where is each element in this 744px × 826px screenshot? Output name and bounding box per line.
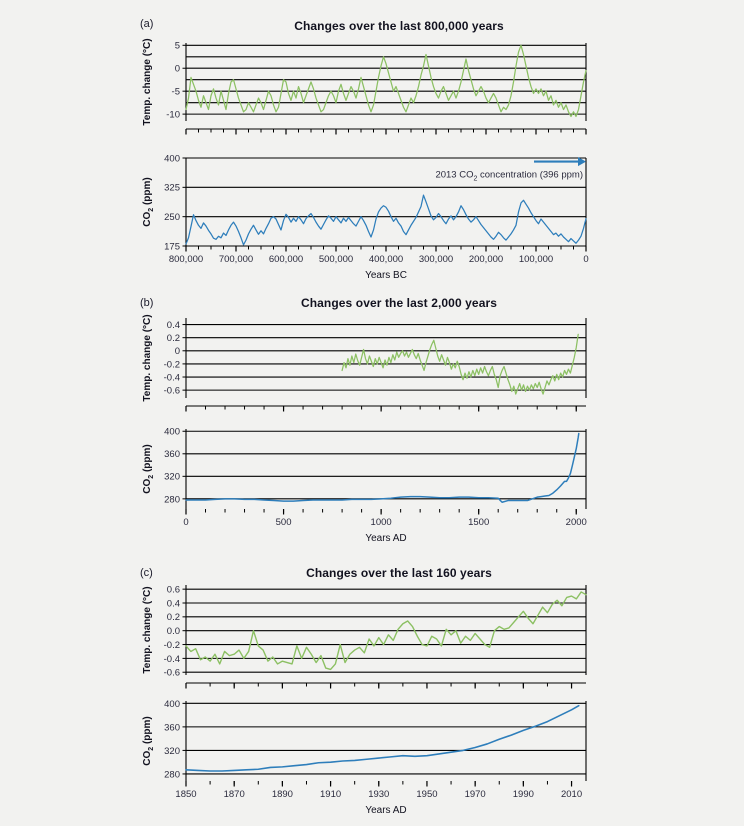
x-axis-title: Years AD bbox=[365, 533, 407, 544]
x-tick-label: 1970 bbox=[464, 789, 486, 800]
y-tick-label: -10 bbox=[166, 109, 180, 121]
x-tick-label: 800,000 bbox=[168, 254, 204, 265]
y-tick-label: 0.2 bbox=[166, 612, 180, 624]
y-axis-title: $CO_2$ (ppm) bbox=[142, 444, 155, 494]
x-tick-label: 1910 bbox=[320, 789, 342, 800]
x-tick-label: 500,000 bbox=[318, 254, 354, 265]
y-tick-label: 400 bbox=[164, 698, 180, 710]
y-tick-label: 320 bbox=[164, 471, 180, 483]
y-tick-label: 400 bbox=[164, 426, 180, 438]
x-tick-label: 1000 bbox=[370, 517, 392, 528]
x-tick-label: 1890 bbox=[271, 789, 293, 800]
panel-c-title: Changes over the last 160 years bbox=[306, 566, 492, 580]
y-tick-label: 400 bbox=[164, 153, 180, 165]
x-tick-label: 1950 bbox=[416, 789, 438, 800]
x-tick-label: 700,000 bbox=[218, 254, 254, 265]
x-tick-label: 500 bbox=[275, 517, 292, 528]
x-tick-label: 2010 bbox=[560, 789, 583, 800]
y-axis-title: Temp. change (°C) bbox=[142, 314, 153, 402]
y-tick-label: 280 bbox=[164, 494, 180, 506]
x-tick-label: 1500 bbox=[468, 517, 490, 528]
x-tick-label: 1990 bbox=[512, 789, 534, 800]
y-tick-label: -0.2 bbox=[163, 639, 180, 651]
y-tick-label: 0.6 bbox=[166, 584, 180, 596]
x-tick-label: 1850 bbox=[175, 789, 197, 800]
y-tick-label: 0.4 bbox=[166, 319, 180, 331]
y-tick-label: -0.2 bbox=[163, 359, 180, 371]
x-tick-label: 400,000 bbox=[368, 254, 404, 265]
panel-a-letter: (a) bbox=[140, 18, 154, 30]
y-axis-title: Temp. change (°C) bbox=[142, 38, 153, 126]
panel-a-chart bbox=[0, 0, 744, 285]
panel-c-chart bbox=[0, 553, 744, 826]
y-tick-label: 0.4 bbox=[166, 598, 180, 610]
panel-b-letter: (b) bbox=[140, 297, 154, 309]
panel-c bbox=[0, 553, 744, 826]
y-tick-label: -0.4 bbox=[163, 372, 180, 384]
y-tick-label: -5 bbox=[171, 86, 180, 98]
x-tick-label: 2000 bbox=[565, 517, 587, 528]
y-tick-label: -0.6 bbox=[163, 385, 180, 397]
y-tick-label: 0.0 bbox=[166, 626, 180, 638]
co2-2013-annotation: 2013 $CO_2$ concentration (396 ppm) bbox=[435, 169, 583, 183]
y-tick-label: 175 bbox=[164, 241, 180, 253]
y-tick-label: 360 bbox=[164, 449, 180, 461]
x-tick-label: 0 bbox=[583, 254, 589, 265]
x-tick-label: 0 bbox=[183, 517, 189, 528]
x-tick-label: 300,000 bbox=[418, 254, 454, 265]
y-tick-label: 0 bbox=[174, 63, 180, 75]
panel-b-chart bbox=[0, 283, 744, 553]
x-tick-label: 600,000 bbox=[268, 254, 304, 265]
y-tick-label: 320 bbox=[164, 745, 180, 757]
y-tick-label: 325 bbox=[164, 182, 180, 194]
y-tick-label: 280 bbox=[164, 769, 180, 781]
panel-b bbox=[0, 283, 744, 553]
x-axis-title: Years BC bbox=[365, 270, 407, 281]
y-tick-label: 0.2 bbox=[166, 333, 180, 345]
panel-a bbox=[0, 0, 744, 285]
y-tick-label: 250 bbox=[164, 212, 180, 224]
y-axis-title: $CO_2$ (ppm) bbox=[142, 716, 155, 766]
y-axis-title: Temp. change (°C) bbox=[142, 586, 153, 674]
x-tick-label: 1870 bbox=[223, 789, 245, 800]
panel-a-title: Changes over the last 800,000 years bbox=[294, 19, 504, 33]
x-tick-label: 100,000 bbox=[518, 254, 554, 265]
y-axis-title: $CO_2$ (ppm) bbox=[142, 177, 155, 227]
y-tick-label: 5 bbox=[174, 40, 180, 52]
panel-b-title: Changes over the last 2,000 years bbox=[300, 296, 498, 310]
y-tick-label: 0 bbox=[174, 346, 180, 358]
y-tick-label: 360 bbox=[164, 722, 180, 734]
x-tick-label: 1930 bbox=[368, 789, 390, 800]
y-tick-label: -0.6 bbox=[163, 667, 180, 679]
panel-c-letter: (c) bbox=[140, 567, 153, 579]
y-tick-label: -0.4 bbox=[163, 653, 180, 665]
x-tick-label: 200,000 bbox=[468, 254, 504, 265]
x-axis-title: Years AD bbox=[365, 805, 407, 816]
